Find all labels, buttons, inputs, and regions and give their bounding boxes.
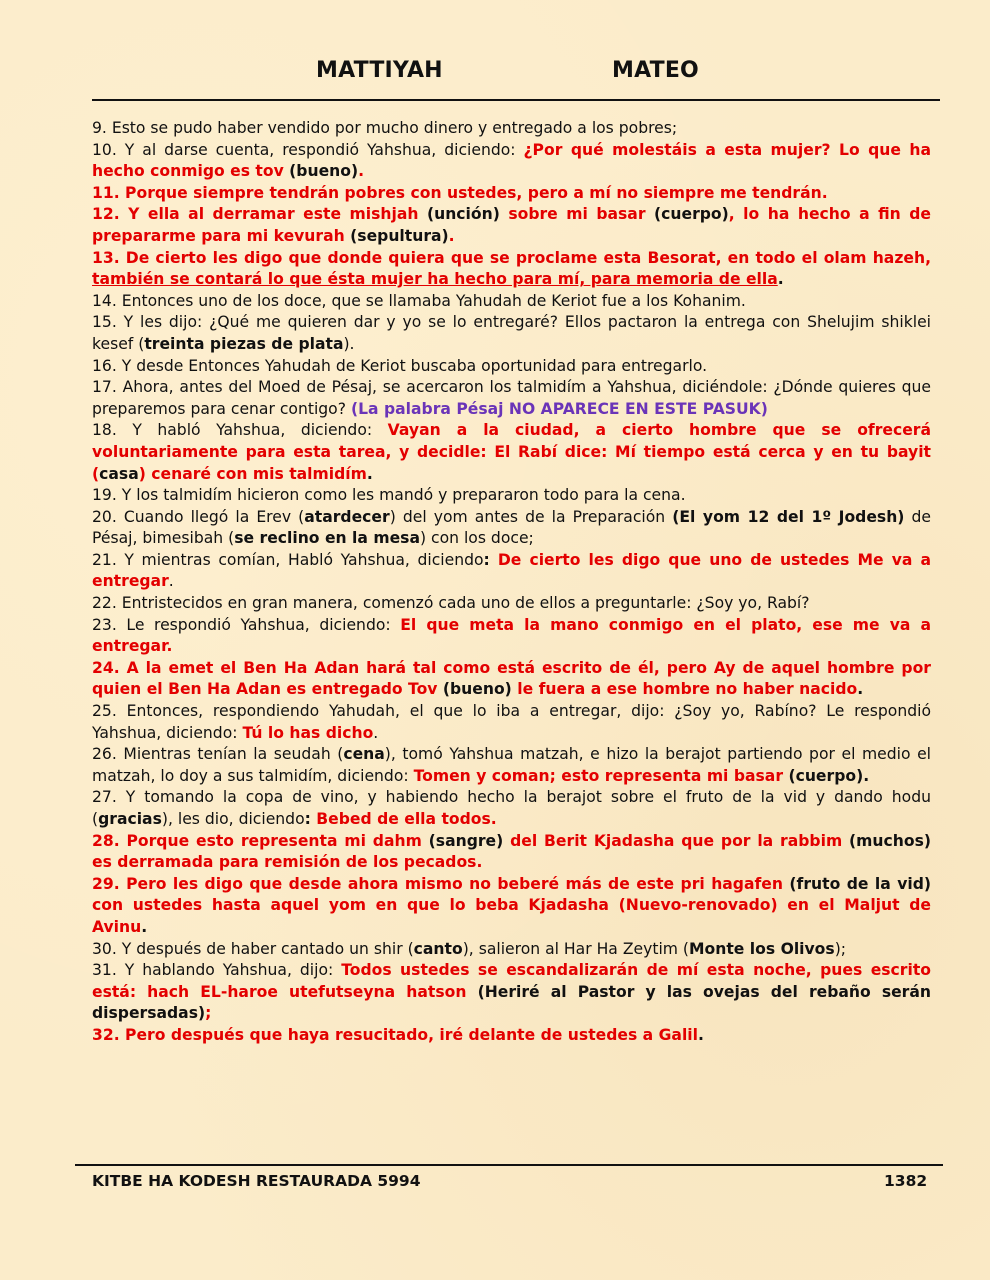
verse-text: es derramada para remisión de los pecados. [92, 853, 483, 872]
verse-text: . [358, 162, 365, 181]
verse-text: 15. Y les dijo: ¿Qué me quieren dar y yo se lo entregaré? Ellos pactaron la entrega con Shelujim shiklei kesef ( [92, 313, 931, 353]
verse-text: casa [99, 464, 139, 483]
verse [92, 787, 931, 830]
verse-text: . [373, 723, 379, 742]
verse-text: (Heriré al Pastor y las ovejas del rebaño serán dispersadas) [92, 982, 931, 1023]
verse-text: . [777, 270, 784, 289]
verse-text: ) con los doce; [419, 529, 534, 548]
verse-text: se reclino en la mesa [234, 529, 420, 548]
verse-text: (El yom 12 del 1º Jodesh) [672, 507, 905, 526]
verse-text: (sangre) [428, 831, 504, 850]
verse-text: le fuera a ese hombre no haber nacido [511, 680, 858, 699]
verse-text: cena [343, 745, 385, 764]
verse-text: (fruto de la vid) [789, 874, 931, 893]
verse-text: también se contará lo que ésta mujer ha hecho para mí, para memoria de ella [92, 270, 778, 289]
verse-text: del Berit Kjadasha que por la rabbim [503, 831, 850, 850]
verse-text: sobre mi basar [499, 205, 655, 224]
verse [92, 140, 931, 183]
verse [92, 248, 931, 291]
verse-text: . [366, 464, 373, 483]
verse-text: 11. Porque siempre tendrán pobres con ustedes, pero a mí no siempre me tendrán. [92, 183, 828, 202]
verse [92, 744, 931, 787]
verse-text: (cuerpo) [654, 205, 729, 224]
verse-text: con ustedes hasta aquel yom en que lo beba Kjadasha (Nuevo-renovado) en el Maljut de Avinu [92, 896, 931, 936]
verse-text: (La palabra Pésaj NO APARECE EN ESTE PASUK) [350, 399, 768, 418]
verse-text: El que meta la mano conmigo en el plato, ese me va a entregar. [92, 615, 931, 656]
scripture-text [92, 118, 931, 1047]
verse-text: 31. Y hablando Yahshua, dijo: [92, 961, 342, 980]
verse-text: . [697, 1025, 704, 1044]
verse [92, 507, 931, 550]
verse-text: Monte los Olivos [689, 939, 835, 958]
verse [92, 874, 931, 939]
verse-text: , lo ha hecho a fin de prepararme para mi kevurah [92, 205, 931, 245]
verse-text: (muchos) [849, 831, 931, 850]
verse-text: . [168, 572, 174, 591]
footer-divider [75, 1164, 943, 1166]
verse-text: ); [834, 939, 847, 958]
verse-text: 22. Entristecidos en gran manera, comenzó cada uno de ellos a preguntarle: ¿Soy yo, Rabí? [92, 594, 810, 613]
verse-text: Bebed de ella todos. [316, 810, 497, 828]
verse-text: . [857, 680, 864, 699]
book-title-spanish: MATEO [612, 58, 699, 83]
verse-text: (cuerpo). [788, 766, 870, 785]
verse-text: De cierto les digo que uno de ustedes Me va a entregar [92, 550, 931, 591]
verse-text: 19. Y los talmidím hicieron como les mandó y prepararon todo para la cena. [92, 486, 686, 505]
verse-text: ) cenaré con mis talmidím [138, 464, 367, 483]
verse-text: atardecer [304, 507, 390, 526]
verse-text: 17. Ahora, antes del Moed de Pésaj, se acercaron los talmidím a Yahshua, diciéndole: ¿Dónde quieres que preparemos para cenar contigo? [92, 378, 931, 418]
verse [92, 550, 931, 593]
book-title-hebrew: MATTIYAH [316, 58, 443, 83]
verse [92, 485, 931, 507]
verse-text: Tomen y coman; esto representa mi basar [413, 766, 789, 785]
verse [92, 118, 931, 140]
verse-text: 10. Y al darse cuenta, respondió Yahshua, diciendo: [92, 140, 524, 159]
footer-book-name: KITBE HA KODESH RESTAURADA 5994 [92, 1172, 421, 1190]
verse [92, 1025, 931, 1047]
verse-text: ), les dio, diciendo [161, 810, 305, 828]
verse [92, 356, 931, 378]
verse [92, 291, 931, 313]
verse-text: ), salieron al Har Ha Zeytim ( [462, 939, 690, 958]
verse-text: gracias [98, 810, 162, 828]
verse [92, 420, 931, 485]
page-number: 1382 [884, 1172, 928, 1190]
verse-text: : [304, 810, 317, 828]
verse-text: 14. Entonces uno de los doce, que se llamaba Yahudah de Keriot fue a los Kohanim. [92, 291, 746, 310]
verse [92, 701, 931, 744]
verse-text: Todos ustedes se escandalizarán de mí esta noche, pues escrito está: hach EL-haroe utefutseyna hatson [92, 961, 931, 1001]
verse-text: 20. Cuando llegó la Erev ( [92, 507, 305, 526]
verse-text: (bueno) [442, 680, 512, 699]
verse [92, 615, 931, 658]
verse-text: ; [205, 1004, 212, 1023]
verse-text: 16. Y desde Entonces Yahudah de Keriot buscaba oportunidad para entregarlo. [92, 356, 708, 375]
verse-text: 9. Esto se pudo haber vendido por mucho dinero y entregado a los pobres; [92, 119, 678, 137]
verse [92, 204, 931, 247]
header-divider [92, 99, 940, 101]
page-header [0, 58, 990, 92]
verse-text: . [448, 226, 455, 245]
verse-text: (sepultura) [350, 226, 449, 245]
verse-text: 25. Entonces, respondiendo Yahudah, el que lo iba a entregar, dijo: ¿Soy yo, Rabíno? Le respondió Yahshua, diciendo: [92, 702, 931, 742]
verse-text: 27. Y tomando la copa de vino, y habiendo hecho la berajot sobre el fruto de la vid y dando hodu ( [92, 788, 931, 828]
verse-text: de Pésaj, bimesibah ( [92, 507, 932, 548]
verse [92, 939, 931, 961]
verse-text: (unción) [426, 205, 500, 224]
verse-text: 30. Y después de haber cantado un shir ( [92, 939, 414, 958]
verse-text: 32. Pero después que haya resucitado, iré delante de ustedes a Galil [92, 1025, 698, 1044]
verse-text: 12. Y ella al derramar este mishjah [92, 205, 427, 224]
verse-text: Tú lo has dicho [242, 723, 374, 742]
verse-text: 23. Le respondió Yahshua, diciendo: [92, 615, 401, 634]
verse [92, 960, 931, 1025]
verse-text: canto [413, 939, 463, 958]
verse-text: 21. Y mientras comían, Habló Yahshua, diciendo [92, 550, 484, 569]
verse [92, 183, 931, 205]
verse-text: (bueno) [283, 162, 359, 181]
verse [92, 377, 931, 420]
verse [92, 831, 931, 874]
verse-text: treinta piezas de plata [144, 334, 344, 353]
verse-text: 28. Porque esto representa mi dahm [92, 831, 429, 850]
verse-text: ¿Por qué molestáis a esta mujer? Lo que ha hecho conmigo es tov [92, 140, 931, 181]
verse-text: . [141, 917, 148, 936]
verse-text: 13. De cierto les digo que donde quiera que se proclame esta Besorat, en todo el olam hazeh, [92, 248, 931, 267]
verse [92, 593, 931, 615]
verse-text: : [483, 550, 498, 569]
verse-text: ) del yom antes de la Preparación [389, 507, 673, 526]
verse [92, 658, 931, 701]
verse-text: ). [343, 334, 355, 353]
verse-text: 24. A la emet el Ben Ha Adan hará tal como está escrito de él, pero Ay de aquel hombre por quien el Ben Ha Adan es entregado Tov [92, 658, 931, 699]
verse-text: Vayan a la ciudad, a cierto hombre que se ofrecerá voluntariamente para esta tarea, y decidle: El Rabí dice: Mí tiempo está cerca y en tu bayit ( [92, 421, 931, 483]
verse [92, 312, 931, 355]
verse-text: 29. Pero les digo que desde ahora mismo no beberé más de este pri hagafen [92, 874, 790, 893]
verse-text: 26. Mientras tenían la seudah ( [92, 745, 344, 764]
verse-text: 18. Y habló Yahshua, diciendo: [92, 421, 388, 440]
verse-text: ), tomó Yahshua matzah, e hizo la berajot partiendo por el medio el matzah, lo doy a sus talmidím, diciendo: [92, 745, 931, 785]
